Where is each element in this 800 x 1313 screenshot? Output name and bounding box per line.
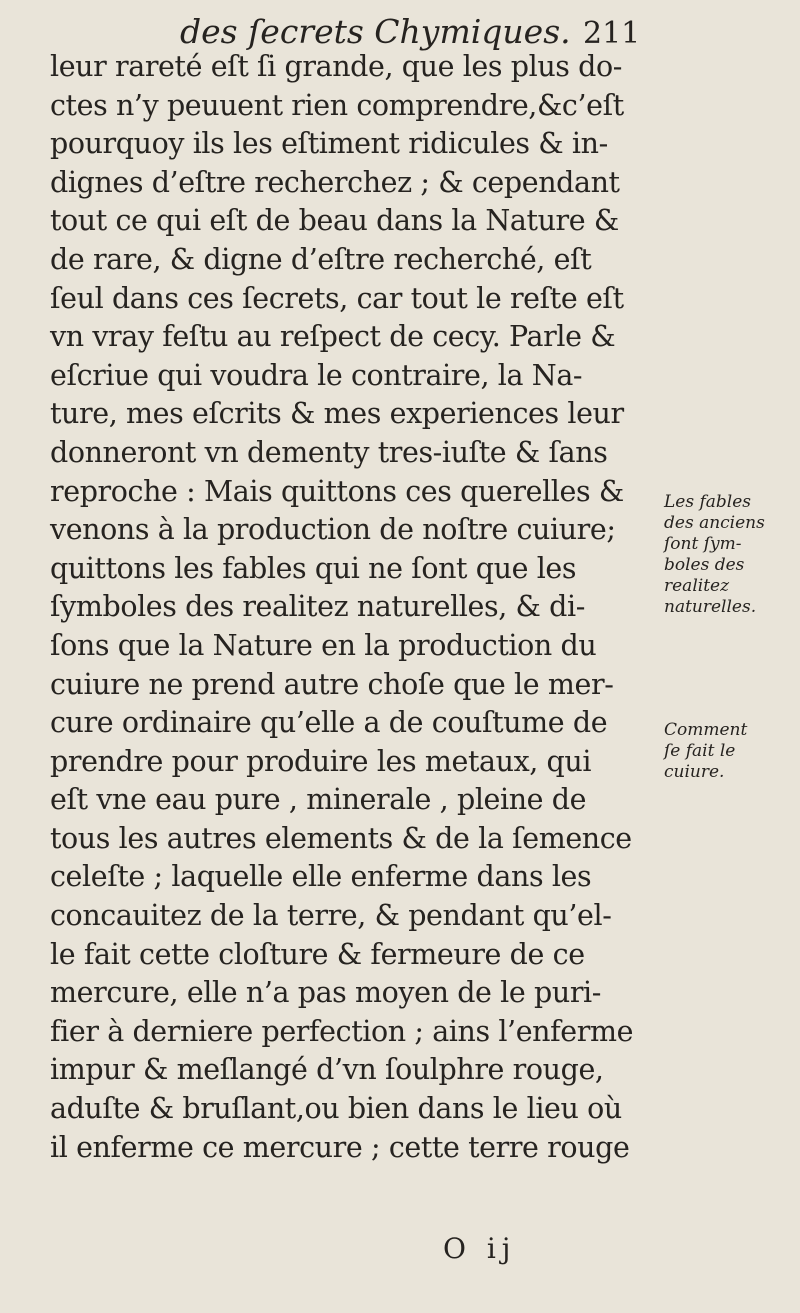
text-line: celeſte ; laquelle elle enferme dans les (50, 860, 592, 894)
text-line: dignes d’eſtre recherchez ; & cependant (50, 165, 620, 199)
margin-note-line: ſont ſym- (664, 534, 742, 554)
margin-note-line: boles des (664, 555, 745, 575)
margin-note-line: cuiure. (664, 762, 725, 782)
running-title: des ſecrets Chymiques. (180, 12, 571, 51)
margin-note-line: realitez (664, 576, 730, 596)
signature-mark: O ij (443, 1232, 517, 1265)
text-line: reproche : Mais quittons ces querelles & (50, 474, 624, 508)
text-line: ſons que la Nature en la production du (50, 628, 597, 662)
text-line: concauitez de la terre, & pendant qu’el- (50, 899, 612, 933)
text-line: eſt vne eau pure , minerale , pleine de (50, 783, 587, 817)
text-line: cuiure ne prend autre choſe que le mer- (50, 667, 614, 701)
text-line: ſeul dans ces ſecrets, car tout le reſte eſt (50, 281, 624, 315)
text-line: impur & meſlangé d’vn ſoulphre rouge, (50, 1053, 604, 1087)
margin-note-cuiure (664, 720, 794, 783)
margin-note-line: des anciens (664, 513, 765, 533)
body-text (50, 48, 650, 1167)
margin-note-line: naturelles. (664, 597, 757, 617)
margin-note-line: Les fables (664, 492, 752, 512)
text-line: aduſte & bruſlant,ou bien dans le lieu où (50, 1092, 622, 1126)
text-line: mercure, elle n’a pas moyen de le puri- (50, 976, 601, 1010)
text-line: venons à la production de noſtre cuiure; (50, 513, 616, 547)
text-line: tout ce qui eſt de beau dans la Nature & (50, 204, 619, 238)
text-line: donneront vn dementy tres-iuſte & ſans (50, 435, 608, 469)
text-line: ture, mes eſcrits & mes experiences leur (50, 397, 624, 431)
text-line: fier à derniere perfection ; ains l’enferme (50, 1014, 634, 1048)
text-line: de rare, & digne d’eſtre recherché, eſt (50, 242, 592, 276)
text-line: pourquoy ils les eſtiment ridicules & in- (50, 127, 608, 161)
text-line: il enferme ce mercure ; cette terre rouge (50, 1130, 630, 1164)
text-line: le fait cette cloſture & fermeure de ce (50, 937, 585, 971)
text-line: prendre pour produire les metaux, qui (50, 744, 592, 778)
text-line: eſcriue qui voudra le contraire, la Na- (50, 358, 583, 392)
text-line: cure ordinaire qu’elle a de couſtume de (50, 706, 608, 740)
margin-note-line: ſe fait le (664, 741, 736, 761)
text-line: ctes n’y peuuent rien comprendre,&c’eſt (50, 88, 624, 122)
text-line: vn vray feſtu au reſpect de cecy. Parle & (50, 320, 616, 354)
margin-note-fables (664, 492, 794, 618)
text-line: tous les autres elements & de la ſemence (50, 821, 632, 855)
page-number: 211 (583, 16, 641, 51)
text-line: ſymboles des realitez naturelles, & di- (50, 590, 585, 624)
text-line: leur rareté eſt ſi grande, que les plus do- (50, 50, 623, 83)
text-line: quittons les fables qui ne ſont que les (50, 551, 577, 585)
margin-note-line: Comment (664, 720, 748, 740)
